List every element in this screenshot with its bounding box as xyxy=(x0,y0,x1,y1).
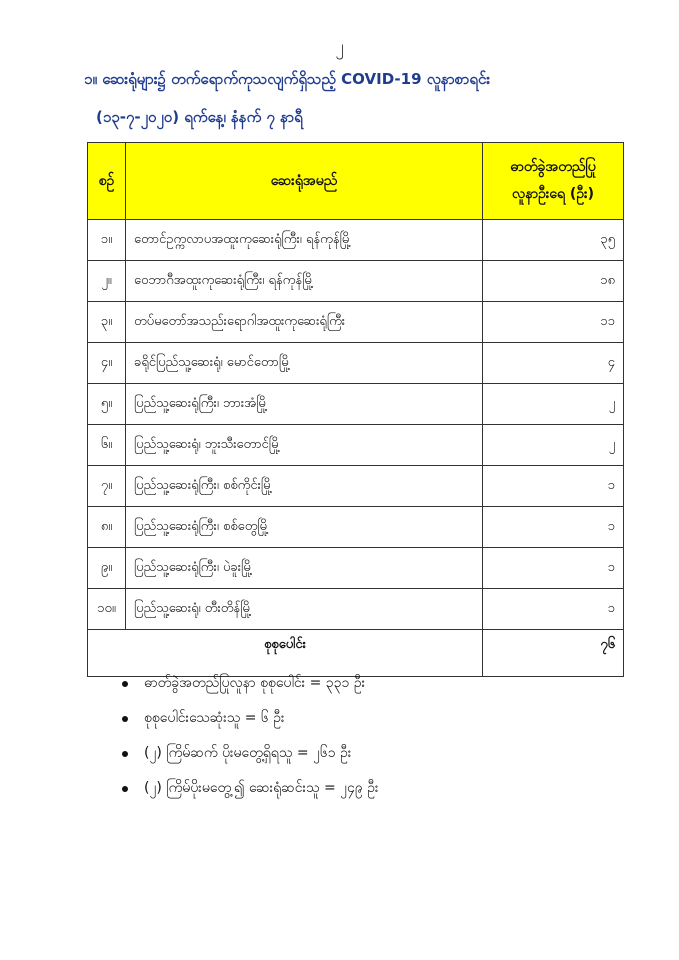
row-serial-number: ၆။ xyxy=(88,425,126,466)
row-patient-count: ၁ xyxy=(483,548,624,589)
document-title: ၁။ ဆေးရုံများ၌ တက်ရောက်ကုသလျက်ရှိသည့် COVID-19 လူနာစာရင်း xyxy=(84,70,491,88)
row-serial-number: ၉။ xyxy=(88,548,126,589)
header-serial-number: စဉ် xyxy=(88,143,126,220)
row-hospital-name: ဝေဘာဂီအထူးကုဆေးရုံကြီး၊ ရန်ကုန်မြို့ xyxy=(126,261,483,302)
summary-bullet-text: ဓာတ်ခွဲအတည်ပြုလူနာ စုစုပေါင်း = ၃၃၁ ဦး xyxy=(144,675,366,691)
header-confirmed-patients xyxy=(483,143,624,220)
document-date-line: (၁၃-၇-၂၀၂၀) ရက်နေ့၊ နံနက် ၇ နာရီ xyxy=(96,108,303,126)
table-row xyxy=(88,466,624,507)
table-row xyxy=(88,302,624,343)
row-serial-number: ၈။ xyxy=(88,507,126,548)
row-serial-number: ၄။ xyxy=(88,343,126,384)
table-row xyxy=(88,384,624,425)
row-patient-count: ၂ xyxy=(483,384,624,425)
row-patient-count: ၃၅ xyxy=(483,220,624,261)
table-row xyxy=(88,548,624,589)
row-hospital-name: ခရိုင်ပြည်သူ့ဆေးရုံ၊ မောင်တောမြို့ xyxy=(126,343,483,384)
row-serial-number: ၃။ xyxy=(88,302,126,343)
bullet-dot-icon xyxy=(122,716,128,722)
row-hospital-name: တောင်ဥက္ကလာပအထူးကုဆေးရုံကြီး၊ ရန်ကုန်မြို့ xyxy=(126,220,483,261)
table-row xyxy=(88,507,624,548)
table-row xyxy=(88,425,624,466)
summary-bullet xyxy=(118,673,379,708)
row-serial-number: ၁။ xyxy=(88,220,126,261)
row-patient-count: ၁ xyxy=(483,589,624,630)
row-serial-number: ၂။ xyxy=(88,261,126,302)
table-row xyxy=(88,261,624,302)
table-row xyxy=(88,589,624,630)
hospital-patients-table xyxy=(87,142,624,677)
bullet-dot-icon xyxy=(122,786,128,792)
row-hospital-name: တပ်မတော်အသည်းရောဂါအထူးကုဆေးရုံကြီး xyxy=(126,302,483,343)
summary-bullet xyxy=(118,708,379,743)
summary-bullet-list xyxy=(118,673,379,813)
table-total-row xyxy=(88,630,624,677)
row-hospital-name: ပြည်သူ့ဆေးရုံကြီး၊ စစ်တွေမြို့ xyxy=(126,507,483,548)
header-confirmed-line1: ဓာတ်ခွဲအတည်ပြု xyxy=(510,159,596,176)
table-header-row xyxy=(88,143,624,220)
total-label: စုစုပေါင်း xyxy=(88,630,483,677)
row-serial-number: ၅။ xyxy=(88,384,126,425)
row-serial-number: ၁၀။ xyxy=(88,589,126,630)
table-row xyxy=(88,343,624,384)
summary-bullet xyxy=(118,778,379,813)
total-value: ၇၆ xyxy=(483,630,624,677)
summary-bullet-text: (၂) ကြိမ်ဆက် ပိုးမတွေ့ရှိရသူ = ၂၆၁ ဦး xyxy=(144,745,352,761)
summary-bullet xyxy=(118,743,379,778)
header-confirmed-line2: လူနာဦးရေ (ဦး) xyxy=(511,186,595,202)
row-patient-count: ၄ xyxy=(483,343,624,384)
row-hospital-name: ပြည်သူ့ဆေးရုံကြီး၊ ဘားအံမြို့ xyxy=(126,384,483,425)
row-patient-count: ၂ xyxy=(483,425,624,466)
header-hospital-name: ဆေးရုံအမည် xyxy=(126,143,483,220)
row-hospital-name: ပြည်သူ့ဆေးရုံကြီး၊ စစ်ကိုင်းမြို့ xyxy=(126,466,483,507)
summary-bullet-text: (၂) ကြိမ်ပိုးမတွေ့၍ ဆေးရုံဆင်းသူ = ၂၄၉ ဦး xyxy=(144,780,379,796)
row-patient-count: ၁၈ xyxy=(483,261,624,302)
bullet-dot-icon xyxy=(122,681,128,687)
row-patient-count: ၁ xyxy=(483,466,624,507)
row-hospital-name: ပြည်သူ့ဆေးရုံကြီး၊ ပဲခူးမြို့ xyxy=(126,548,483,589)
table-row xyxy=(88,220,624,261)
summary-bullet-text: စုစုပေါင်းသေဆုံးသူ = ၆ ဦး xyxy=(144,710,285,726)
row-patient-count: ၁ xyxy=(483,507,624,548)
page-number: ၂ xyxy=(335,37,344,57)
row-serial-number: ၇။ xyxy=(88,466,126,507)
row-patient-count: ၁၁ xyxy=(483,302,624,343)
bullet-dot-icon xyxy=(122,751,128,757)
row-hospital-name: ပြည်သူ့ဆေးရုံ၊ တီးတိန်မြို့ xyxy=(126,589,483,630)
row-hospital-name: ပြည်သူ့ဆေးရုံ၊ ဘူးသီးတောင်မြို့ xyxy=(126,425,483,466)
